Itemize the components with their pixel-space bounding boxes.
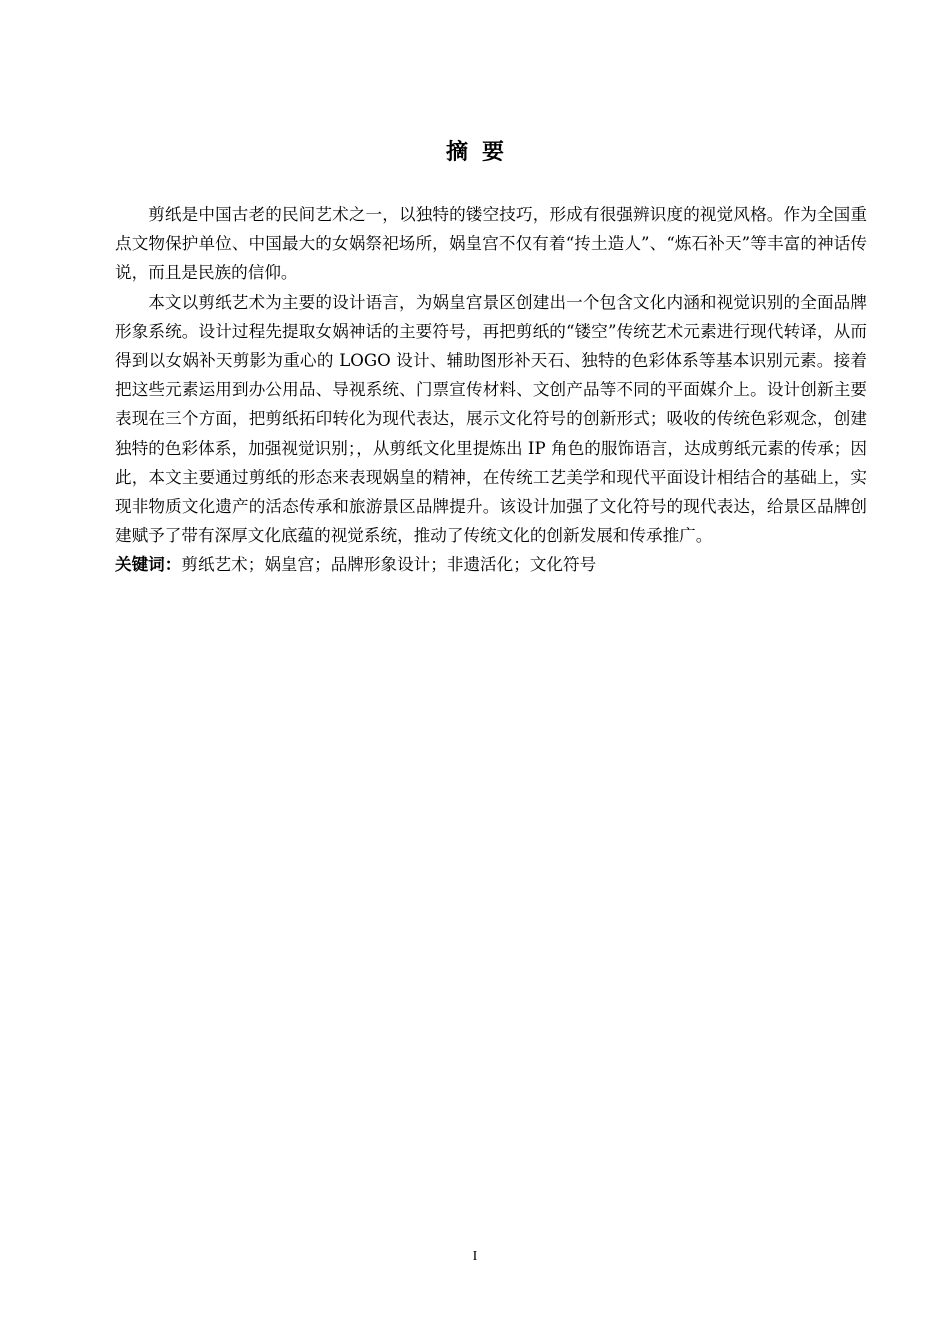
abstract-title: 摘要 — [445, 140, 518, 165]
keywords-text: 剪纸艺术；娲皇宫；品牌形象设计；非遗活化；文化符号 — [181, 555, 597, 575]
keywords-label: 关键词： — [115, 555, 182, 575]
page-number: I — [472, 1249, 478, 1264]
abstract-body — [115, 200, 867, 580]
abstract-paragraph-1: 剪纸是中国古老的民间艺术之一，以独特的镂空技巧，形成有很强辨识度的视觉风格。作为全国重点文物保护单位、中国最大的女娲祭祀场所，娲皇宫不仅有着“抟土造人”、“炼石补天”等丰富的神话传说，而且是民族的信仰。 — [115, 205, 867, 283]
keywords-line — [115, 550, 867, 579]
abstract-paragraph-2: 本文以剪纸艺术为主要的设计语言，为娲皇宫景区创建出一个包含文化内涵和视觉识别的全面品牌形象系统。设计过程先提取女娲神话的主要符号，再把剪纸的“镂空”传统艺术元素进行现代转译，从而得到以女娲补天剪影为重心的 LOGO 设计、辅助图形补天石、独特的色彩体系等基本识别元素。接着把这些元素运用到办公用品、导视系统、门票宣传材料、文创产品等不同的平面媒介上。设计创新主要表现在三个方面，把剪纸拓印转化为现代表达，展示文化符号的创新形式；吸收的传统色彩观念，创建独特的色彩体系，加强视觉识别；，从剪纸文化里提炼出 IP 角色的服饰语言，达成剪纸元素的传承；因此，本文主要通过剪纸的形态来表现娲皇的精神，在传统工艺美学和现代平面设计相结合的基础上，实现非物质文化遗产的活态传承和旅游景区品牌提升。该设计加强了文化符号的现代表达，给景区品牌创建赋予了带有深厚文化底蕴的视觉系统，推动了传统文化的创新发展和传承推广。 — [115, 292, 867, 546]
